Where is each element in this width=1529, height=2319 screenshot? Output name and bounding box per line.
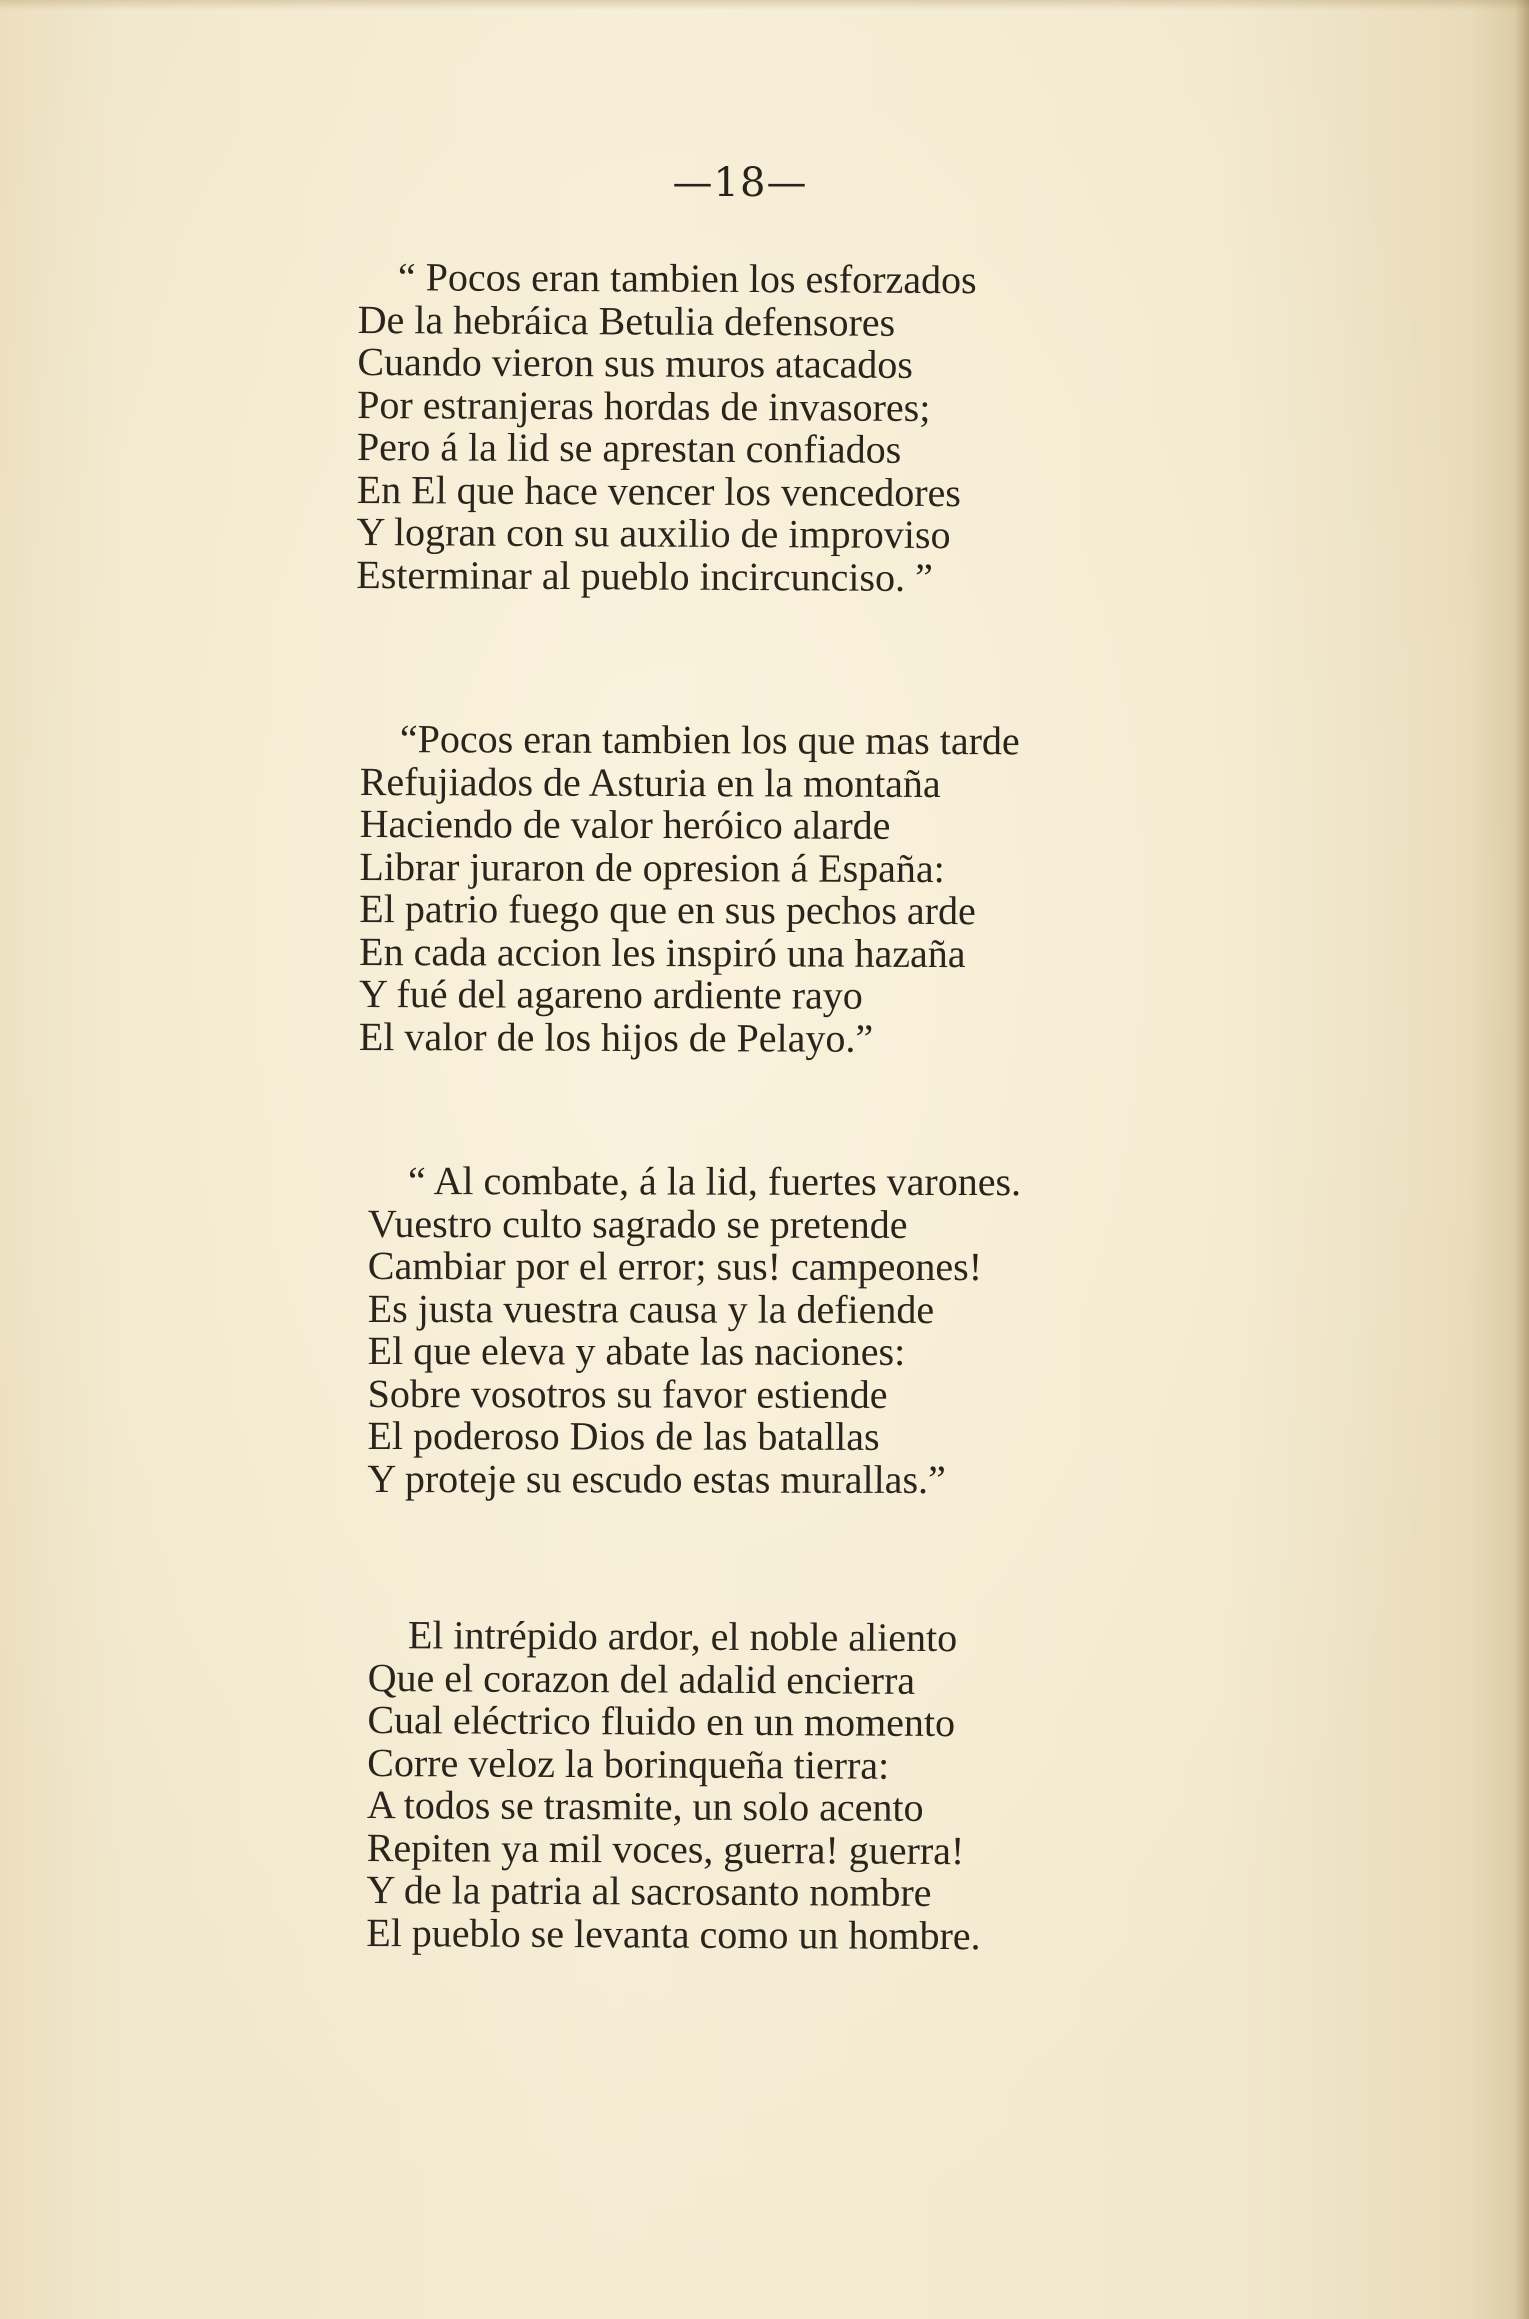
stanza-1 [356,256,976,599]
verse-line: Esterminar al pueblo incircunciso. ” [356,551,933,600]
verse-line: Haciendo de valor heróico alarde [359,800,891,848]
verse-line: El intrépido ardor, el noble aliento [407,1612,958,1661]
verse-line: Y fué del agareno ardiente rayo [358,970,863,1018]
verse-line: El poderoso Dios de las batallas [367,1412,880,1459]
verse-line: Refujiados de Asturia en la montaña [359,758,941,806]
verse-line: Cambiar por el error; sus! campeones! [367,1242,983,1290]
verse-line: Por estranjeras hordas de invasores; [357,381,931,430]
verse-line: Y de la patria al sacrosanto nombre [366,1866,932,1915]
verse-line: Que el corazon del adalid encierra [367,1654,916,1703]
page-binding-shadow [1515,0,1529,2319]
verse-line: Es justa vuestra causa y la defiende [367,1285,935,1332]
verse-line: Sobre vosotros su favor estiende [367,1370,888,1417]
verse-line: “ Al combate, á la lid, fuertes varones. [407,1158,1022,1205]
verse-line: En El que hace vencer los vencedores [356,466,962,515]
verse-line: Librar juraron de opresion á España: [359,843,945,891]
verse-line: Y logran con su auxilio de improviso [356,508,951,558]
page-number: —18— [672,160,808,206]
verse-line: “Pocos eran tambien los que mas tarde [399,716,1020,764]
verse-line: Vuestro culto sagrado se pretende [367,1200,908,1247]
page-top-shadow [0,0,1529,10]
verse-line: Cual eléctrico fluido en un momento [367,1696,956,1746]
verse-line: El que eleva y abate las naciones: [367,1327,906,1374]
verse-line: En cada accion les inspiró una hazaña [359,928,966,976]
verse-line: El patrio fuego que en sus pechos arde [359,885,976,934]
stanza-3 [367,1160,1021,1501]
verse-line: A todos se trasmite, un solo acento [366,1781,924,1830]
verse-line: “ Pocos eran tambien los esforzados [397,254,977,303]
verse-line: De la hebráica Betulia defensores [357,296,896,345]
verse-line: El valor de los hijos de Pelayo.” [358,1013,874,1061]
verse-line: Corre veloz la borinqueña tierra: [367,1739,890,1788]
stanza-4 [366,1614,982,1957]
verse-line: Pero á la lid se aprestan confiados [356,423,902,472]
verse-line: El pueblo se levanta como un hombre. [366,1909,981,1958]
verse-line: Cuando vieron sus muros atacados [357,338,914,387]
verse-line: Y proteje su escudo estas murallas.” [367,1455,946,1502]
verse-line: Repiten ya mil voces, guerra! guerra! [366,1824,965,1873]
stanza-2 [359,718,1020,1060]
